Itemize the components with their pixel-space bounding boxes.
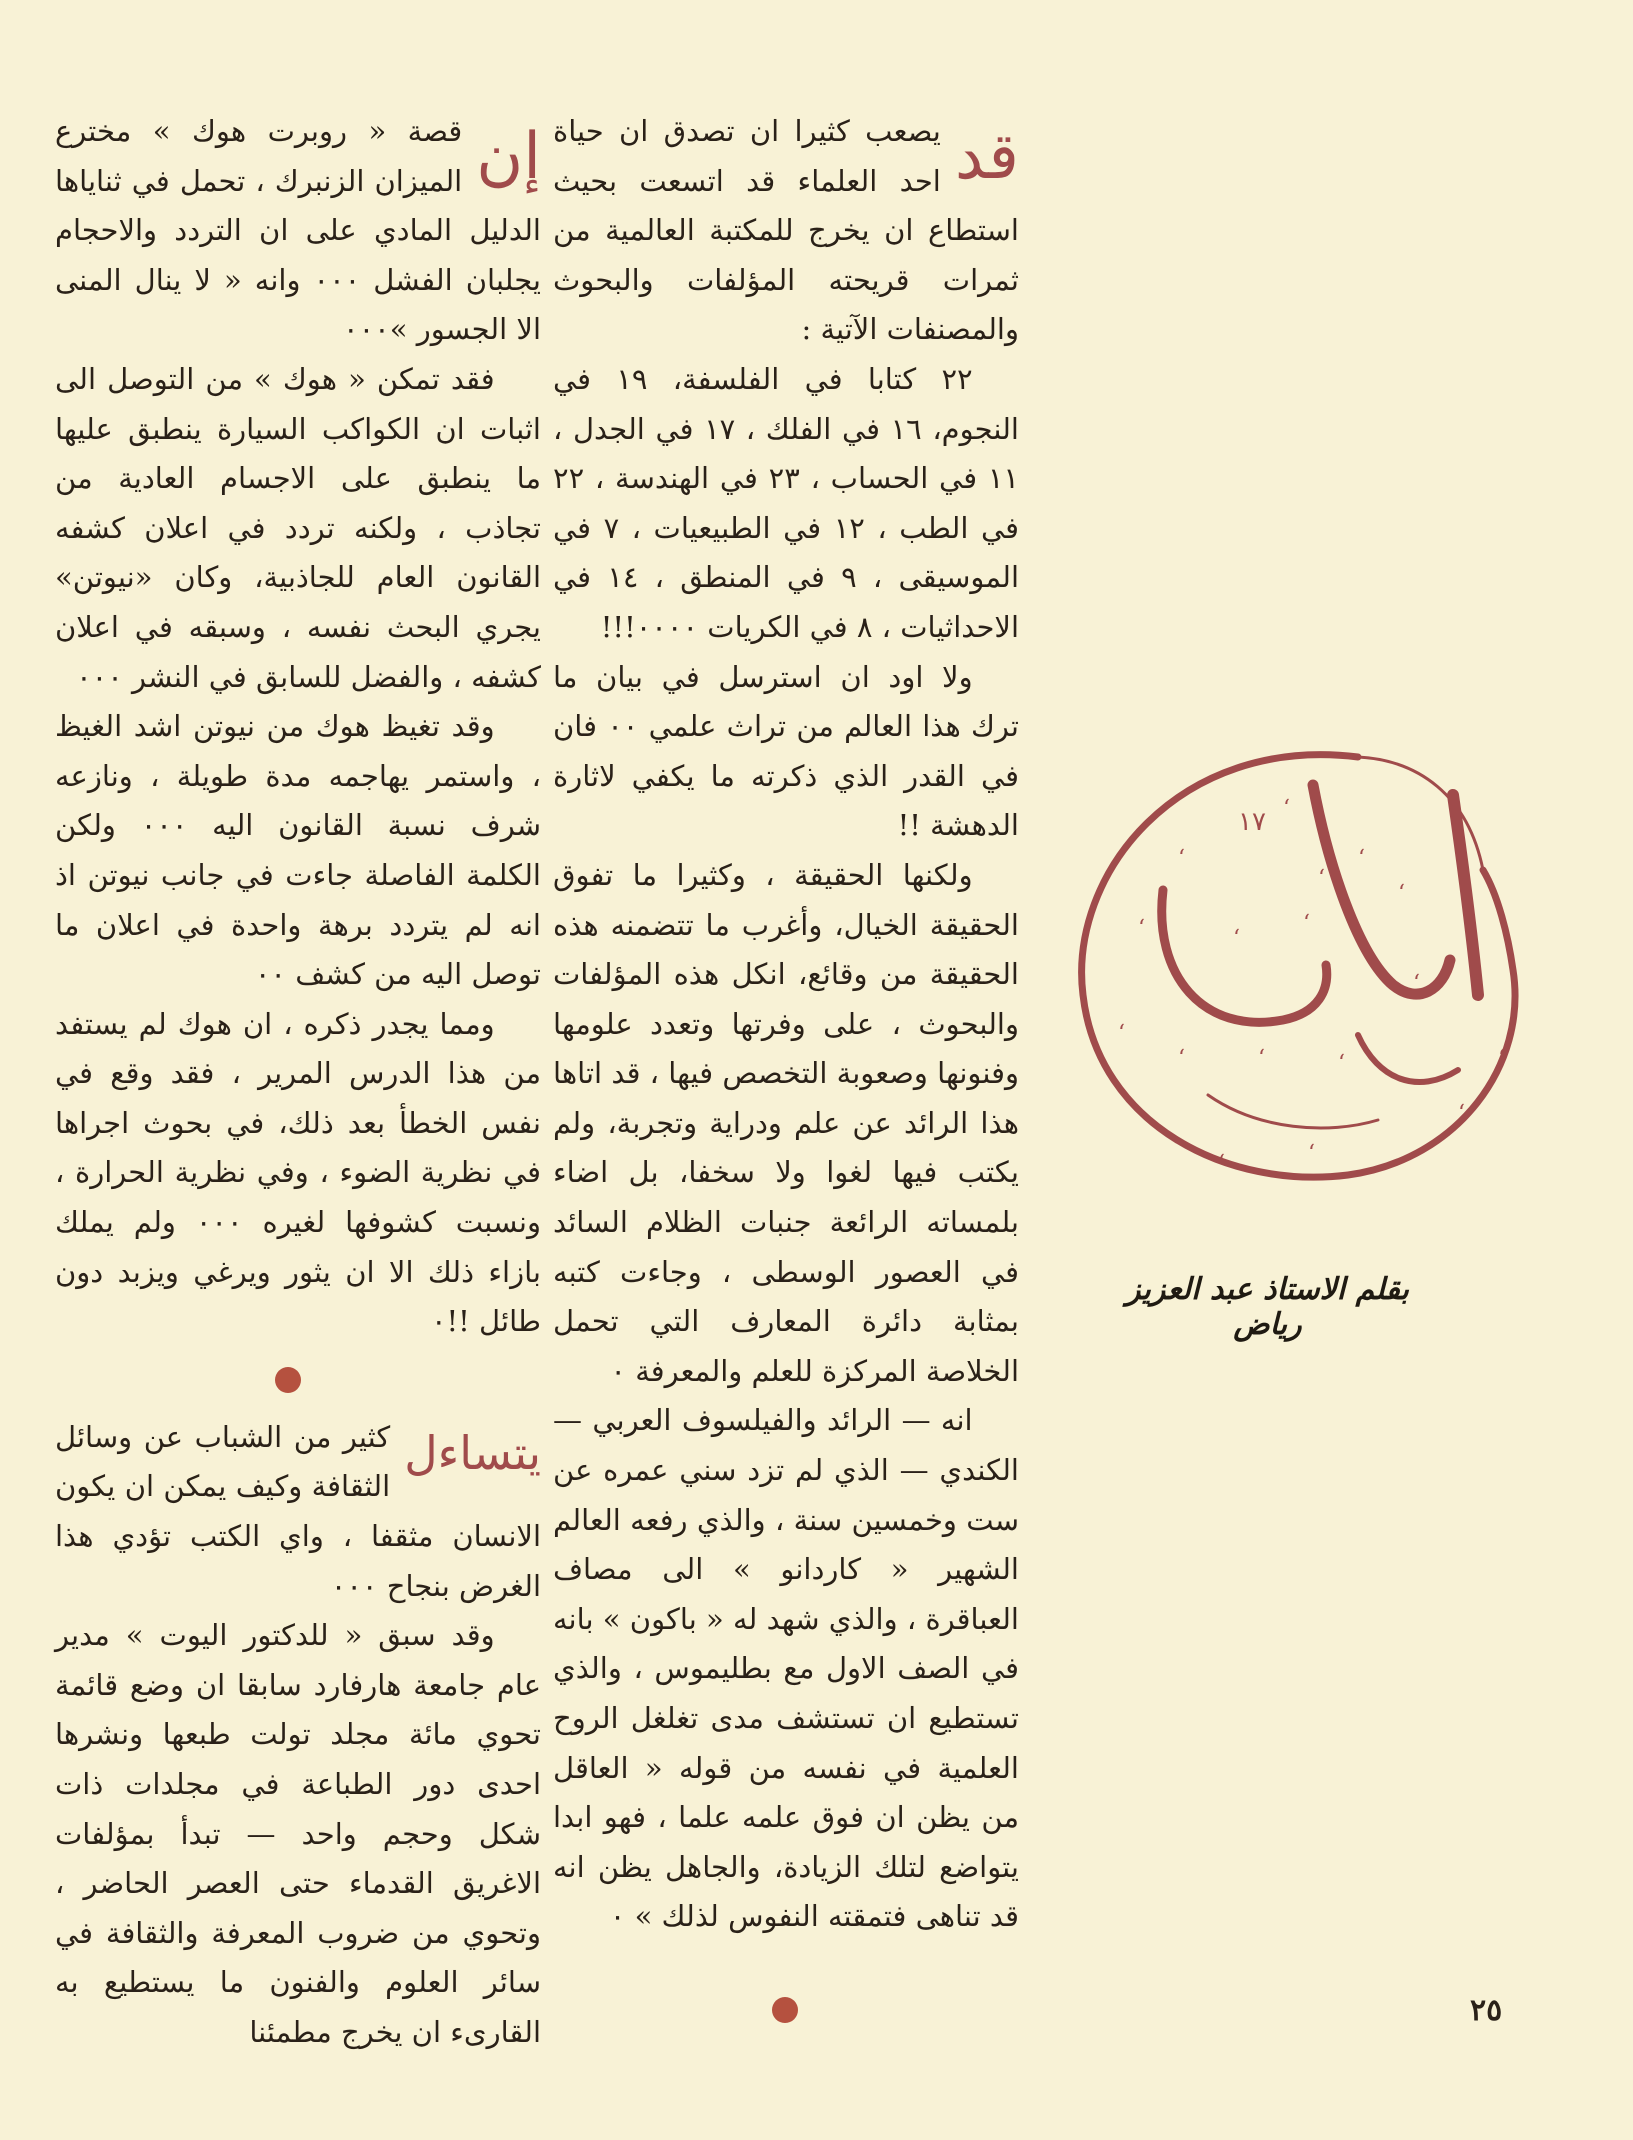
svg-text:ʻ: ʻ (1318, 866, 1325, 891)
left-column (55, 107, 541, 2058)
svg-text:ʻ: ʻ (1258, 1046, 1265, 1071)
svg-text:ʻ: ʻ (1138, 916, 1145, 941)
paragraph: ومما يجدر ذكره ، ان هوك لم يستفد من هذا الدرس المرير ، فقد وقع في نفس الخطأ بعد ذلك، في بحوث اجراها في نظرية الضوء ، وفي نظرية الحرارة ، ونسبت كشوفها لغيره ٠٠٠ ولم يملك بازاء ذلك الا ان يثور ويرغي ويزبد دون طائل !!٠ (55, 1006, 541, 1339)
paragraph: انه — الرائد والفيلسوف العربي — الكندي — الذي لم تزد سني عمره عن ست وخمسين سنة ، والذي رفعه العالم الشهير « كاردانو » الى مصاف العباقرة ، والذي شهد له « باكون » بانه في الصف الاول مع بطليموس ، والذي تستطيع ان تستشف مدى تغلغل الروح العلمية في نفسه من قوله « العاقل من يظن ان فوق علمه علما ، فهو ابدا يتواضع لتلك الزيادة، والجاهل يظن انه قد تناهى فتمقته النفوس لذلك » ٠ (553, 1403, 1019, 1934)
dropcap-qad: قد (954, 120, 1019, 194)
paragraph: ولكنها الحقيقة ، وكثيرا ما تفوق الحقيقة الخيال، وأغرب ما تتضمنه هذه الحقيقة من وقائع، انكل هذه المؤلفات والبحوث ، على وفرتها وتعدد علومها وفنونها وصعوبة التخصص فيها ، قد اتاها هذا الرائد عن علم ودراية وتجربة، ولم يكتب فيها لغوا ولا سخفا، بل اضاء بلمساته الرائعة جنبات الظلام السائد في العصور الوسطى ، وجاءت كتبه بمثابة دائرة المعارف التي تحمل الخلاصة المركزة للعلم والمعرفة ٠ (553, 857, 1019, 1388)
paragraph: ولا اود ان استرسل في بيان ما ترك هذا العالم من تراث علمي ٠٠ فان في القدر الذي ذكرته ما يكفي لاثارة الدهشة !! (553, 659, 1019, 843)
svg-text:ʻ: ʻ (1458, 1101, 1465, 1126)
middle-column (553, 107, 1019, 1942)
svg-text:ʻ: ʻ (1283, 796, 1290, 821)
svg-text:ʻ: ʻ (1398, 881, 1405, 906)
paragraph: وقد سبق « للدكتور اليوت » مدير عام جامعة هارفارد سابقا ان وضع قائمة تحوي مائة مجلد تولت طبعها ونشرها احدى دور الطباعة في مجلدات ذات شكل وحجم واحد — تبدأ بمؤلفات الاغريق القدماء حتى العصر الحاضر ، وتحوي من ضروب المعرفة والثقافة في سائر العلوم والفنون ما يستطيع به القارىء ان يخرج مطمئنا (55, 1618, 541, 2049)
divider-dot (275, 1367, 301, 1393)
paragraph: كثير من الشباب عن وسائل الثقافة وكيف يمكن ان يكون الانسان مثقفا ، واي الكتب تؤدي هذا الغرض بنجاح ٠٠٠ (55, 1419, 541, 1603)
paragraph: وقد تغيظ هوك من نيوتن اشد الغيظ ، واستمر يهاجمه مدة طويلة ، ونازعه شرف نسبة القانون اليه ٠٠٠ ولكن الكلمة الفاصلة جاءت في جانب نيوتن اذ انه لم يتردد برهة واحدة في اعلان ما توصل اليه من كشف ٠٠ (55, 709, 541, 992)
paragraph: فقد تمكن « هوك » من التوصل الى اثبات ان الكواكب السيارة ينطبق عليها ما ينطبق على الاجسام العادية من تجاذب ، ولكنه تردد في اعلان كشفه القانون العام للجاذبية، وكان «نيوتن» يجري البحث نفسه ، وسبقه في اعلان كشفه ، والفضل للسابق في النشر ٠٠٠ (55, 361, 541, 694)
author-byline: بقلم الاستاذ عبد العزيز رياض (1126, 1272, 1409, 1342)
svg-text:ʻ: ʻ (1338, 1051, 1345, 1076)
paragraph: قصة « روبرت هوك » مخترع الميزان الزنبرك ، تحمل في ثناياها الدليل المادي على ان التردد والاحجام يجلبان الفشل ٠٠٠ وانه « لا ينال المنى الا الجسور »٠٠٠ (55, 114, 541, 347)
svg-text:ʻ: ʻ (1498, 1046, 1505, 1071)
paragraph: ٢٢ كتابا في الفلسفة، ١٩ في النجوم، ١٦ في الفلك ، ١٧ في الجدل ، ١١ في الحساب ، ٢٣ في الهندسة ، ٢٢ في الطب ، ١٢ في الطبيعيات ، ٧ في الموسيقى ، ٩ في المنطق ، ١٤ في الاحداثيات ، ٨ في الكريات ٠٠٠٠!!! (553, 361, 1020, 644)
dropcap-in: إن (476, 120, 541, 194)
dropcap-yatasaal: يتساءل (404, 1425, 541, 1480)
svg-text:ʻ: ʻ (1303, 911, 1310, 936)
svg-text:ʻ: ʻ (1178, 1046, 1185, 1071)
svg-text:ʻ: ʻ (1218, 1151, 1225, 1176)
paragraph: يصعب كثيرا ان تصدق ان حياة احد العلماء قد اتسعت بحيث استطاع ان يخرج للمكتبة العالمية من ثمرات قريحته المؤلفات والبحوث والمصنفات الآتية : (553, 114, 1019, 347)
svg-text:ʻ: ʻ (1358, 846, 1365, 871)
svg-text:ʻ: ʻ (1413, 971, 1420, 996)
svg-text:ʻ: ʻ (1178, 846, 1185, 871)
svg-text:ʻ: ʻ (1118, 1021, 1125, 1046)
page-number: ٢٥ (1470, 1993, 1503, 2028)
diacritic-marks (1118, 796, 1505, 1176)
svg-text:١٧: ١٧ (1238, 807, 1266, 837)
kalimat-calligraphy-emblem (1058, 735, 1538, 1205)
end-dot (772, 1997, 798, 2023)
section-divider (55, 1347, 541, 1413)
svg-text:ʻ: ʻ (1233, 926, 1240, 951)
svg-text:ʻ: ʻ (1308, 1141, 1315, 1166)
